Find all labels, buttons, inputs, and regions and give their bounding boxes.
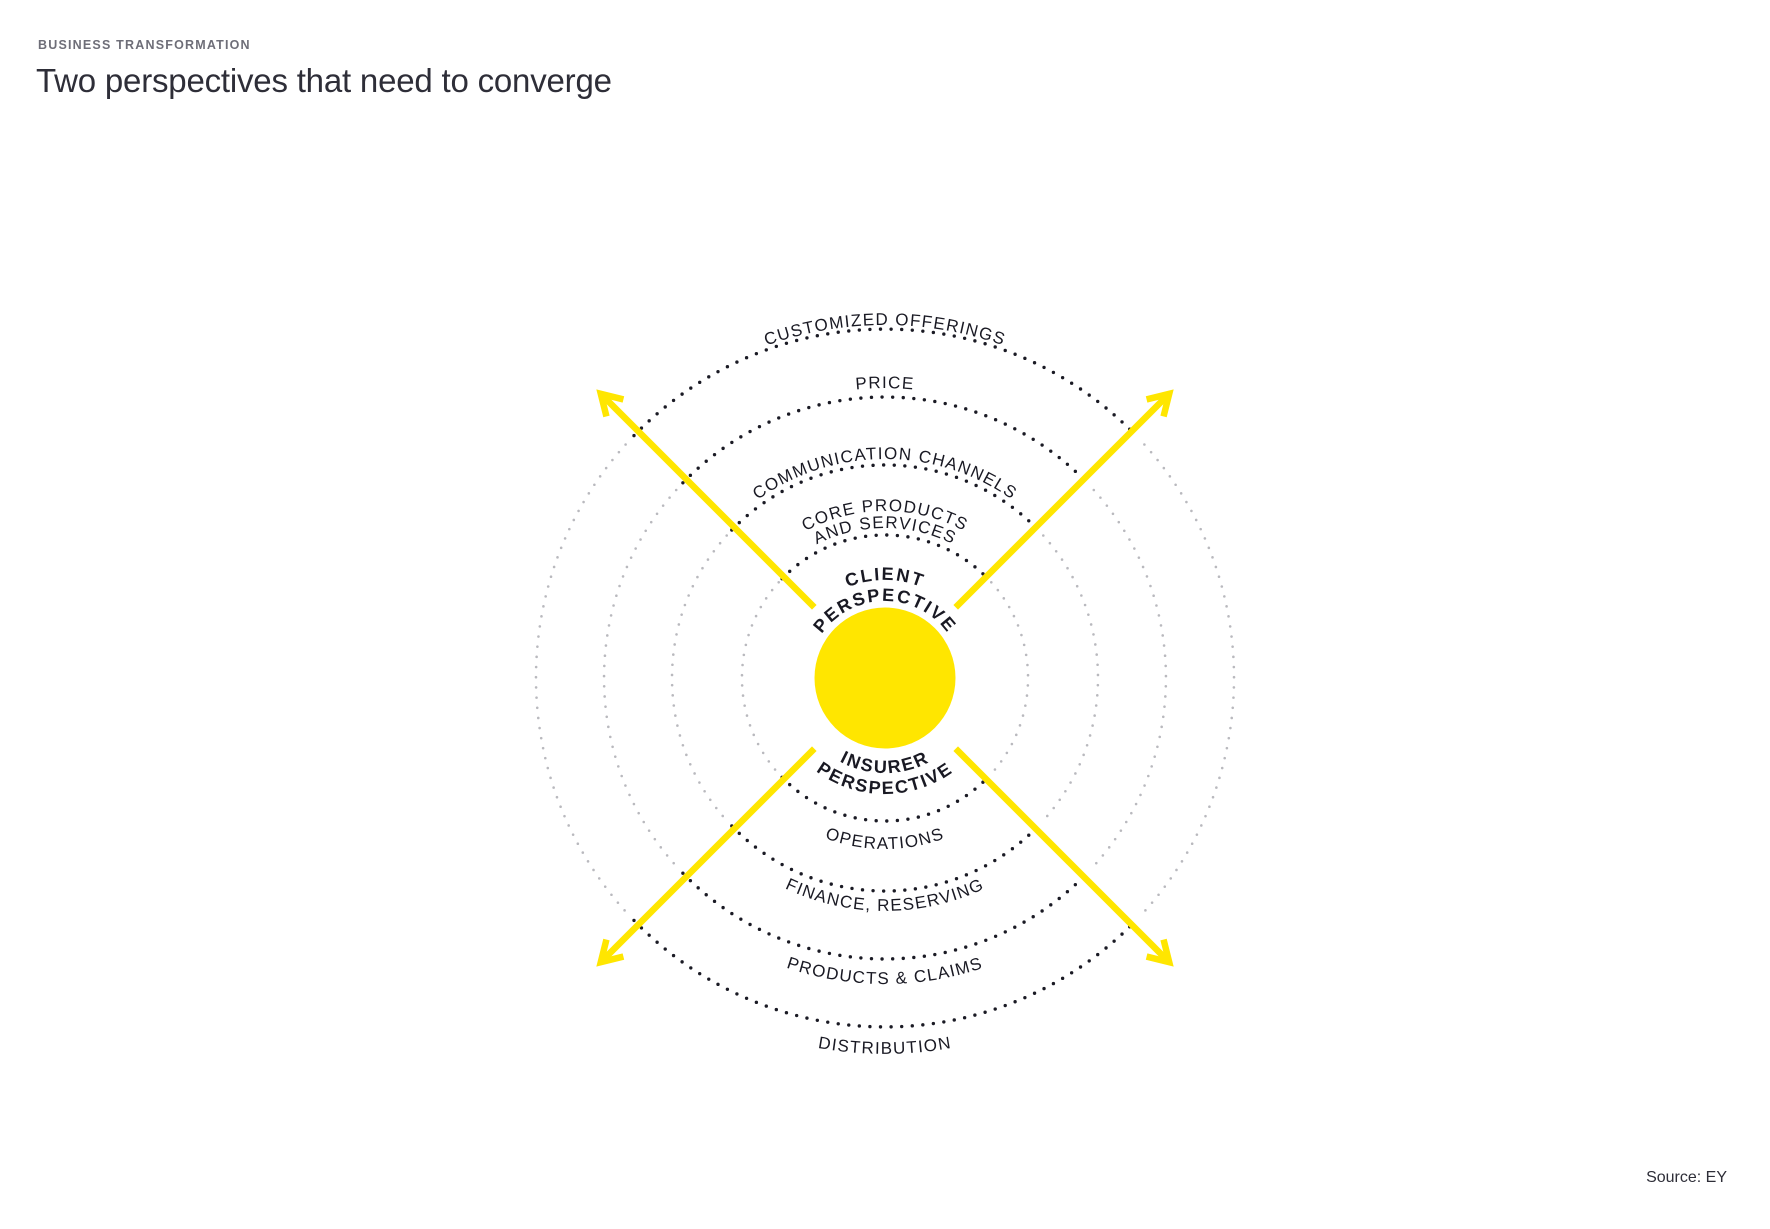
label-operations: OPERATIONS	[823, 823, 947, 854]
ring2-gray-left	[672, 536, 727, 821]
label-client-perspective-line1: CLIENT	[842, 563, 928, 592]
ring3-black-top	[683, 397, 1087, 483]
center-circle	[815, 608, 956, 749]
label-customized-offerings: CUSTOMIZED OFFERINGS	[761, 309, 1009, 350]
page-title: Two perspectives that need to converge	[36, 62, 612, 99]
label-core-products-line1: CORE PRODUCTS	[798, 495, 972, 535]
arrow-bottom-right	[956, 749, 1168, 961]
eyebrow-label: BUSINESS TRANSFORMATION	[38, 38, 251, 52]
ring3-black-bottom	[683, 873, 1087, 959]
label-client-perspective-line2: PERSPECTIVE	[809, 584, 961, 637]
arrow-top-right	[956, 395, 1168, 607]
ring1-gray-right	[991, 582, 1028, 773]
label-core-products-line2: AND SERVICES	[810, 512, 960, 548]
ring3-gray-right	[1094, 490, 1166, 866]
label-communication-channels: COMMUNICATION CHANNELS	[749, 443, 1021, 504]
label-insurer-perspective-line1: INSURER	[837, 747, 933, 778]
ring4-gray-right	[1144, 445, 1234, 912]
source-note: Source: EY	[1646, 1169, 1727, 1186]
label-distribution: DISTRIBUTION	[816, 1033, 954, 1058]
insurer-labels	[783, 747, 987, 1058]
ring1-gray-left	[742, 582, 779, 773]
ring2-gray-right	[1043, 536, 1098, 821]
label-finance-reserving: FINANCE, RESERVING	[783, 874, 987, 915]
arrow-top-left	[602, 395, 814, 607]
ring3-gray-left	[604, 490, 676, 866]
label-price: PRICE	[854, 373, 916, 394]
label-insurer-perspective-line2: PERSPECTIVE	[813, 757, 957, 799]
arrow-bottom-left	[602, 749, 814, 961]
label-products-claims: PRODUCTS & CLAIMS	[784, 953, 986, 989]
ring4-gray-left	[536, 445, 626, 912]
